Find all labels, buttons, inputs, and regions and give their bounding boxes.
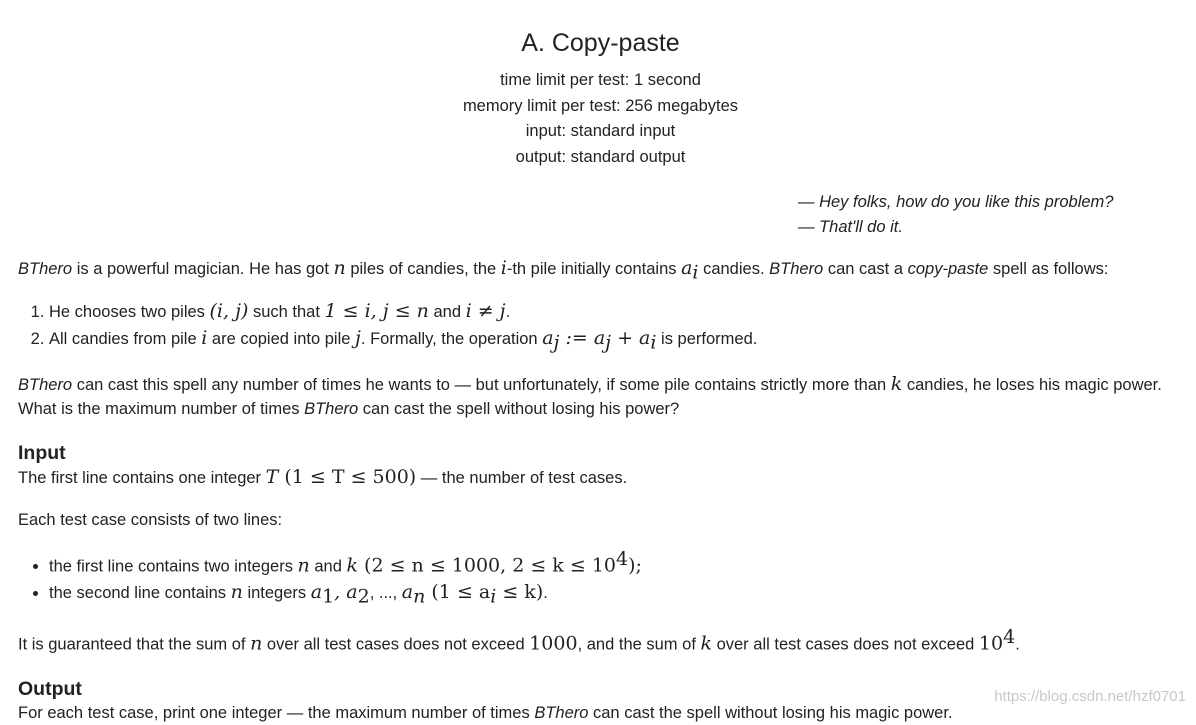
problem-title: A. Copy-paste <box>521 29 680 57</box>
input-bullets <box>18 546 1183 610</box>
output-heading: Output <box>18 677 82 700</box>
output-file: output: standard output <box>515 147 686 166</box>
hero-name: BThero <box>18 260 73 278</box>
output-paragraph: For each test case, print one integer — the maximum number of times BThero can cast the spell without losing his magic power. <box>18 703 953 722</box>
epigraph-line-1: — Hey folks, how do you like this problem? <box>798 193 1114 211</box>
input-file: input: standard input <box>525 122 676 140</box>
input-line-1: The first line contains one integer T (1 ≤ T ≤ 500) — the number of test cases. <box>18 465 628 488</box>
guarantee-paragraph: It is guaranteed that the sum of n over all test cases does not exceed 1000, and the sum of k over all test cases does not exceed $10^4$. <box>18 626 1020 655</box>
epigraph <box>798 190 1183 240</box>
spell-name: copy-paste <box>907 260 989 278</box>
list-item: • the second line contains n integers $a_1$, $a_2$, ..., $a_n$ $(1 \le a_i \le k)$. <box>49 579 1183 609</box>
list-item: 1. He chooses two piles (i, j) such that 1 ≤ i, j ≤ n and i ≠ j. <box>49 298 1183 325</box>
epigraph-line-2: — That'll do it. <box>798 218 903 236</box>
problem-header <box>18 0 1183 170</box>
memory-limit: memory limit per test: 256 megabytes <box>462 96 739 115</box>
list-item: 2. All candies from pile i are copied into pile j. Formally, the operation $a_j$ := $a_j + a_i$ is performed. <box>49 325 1183 355</box>
watermark: https://blog.csdn.net/hzf0701 <box>994 688 1186 705</box>
input-heading: Input <box>18 441 66 464</box>
input-line-2: Each test case consists of two lines: <box>18 510 283 529</box>
list-item: • the first line contains two integers n and k (2 ≤ n ≤ 1000, $2 \le k \le 10^4$); <box>49 546 1183 580</box>
problem-statement <box>18 0 1183 725</box>
limit-paragraph: BThero can cast this spell any number of times he wants to — but unfortunately, if some pile contains strictly more than k candies, he loses his magic power. What is the maximum number of times BThero can cast the spell without losing his power? <box>18 372 1162 418</box>
spell-steps <box>18 298 1183 355</box>
time-limit: time limit per test: 1 second <box>500 71 701 89</box>
legend-paragraph: BThero is a powerful magician. He has got n piles of candies, the i-th pile initially contains $a_i$ candies. BThero can cast a copy-paste spell as follows: <box>18 257 1109 284</box>
